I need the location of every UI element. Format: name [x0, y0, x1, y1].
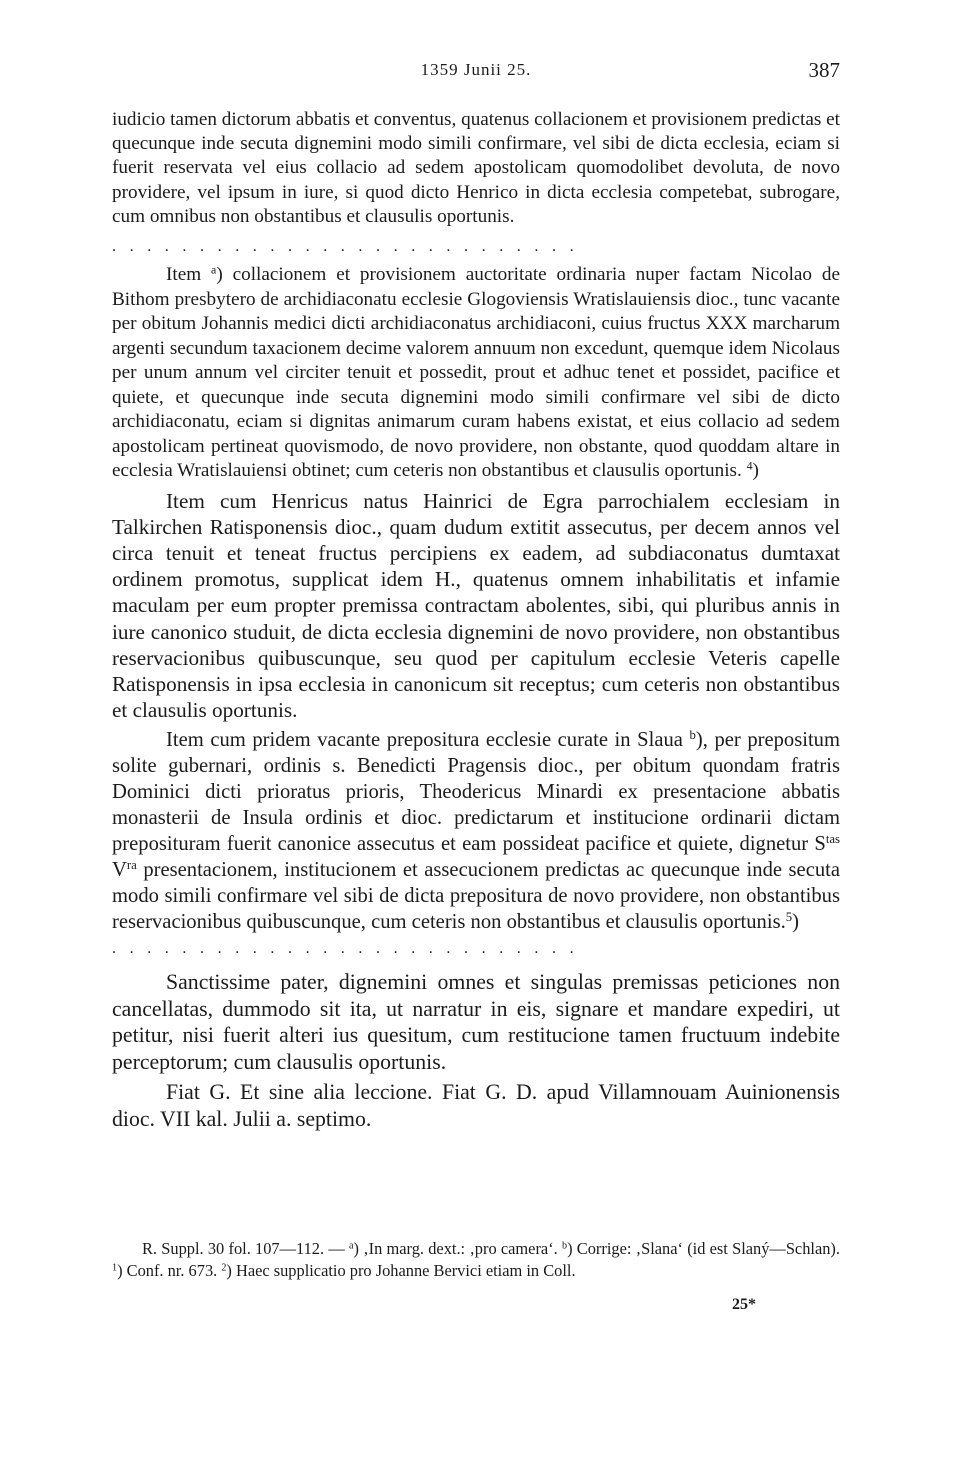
paragraph-2-start: Item — [166, 264, 202, 286]
page-header — [112, 58, 840, 88]
running-head: 1359 Junii 25. — [420, 60, 532, 79]
footnote-source: R. Suppl. 30 fol. 107—112. — — [142, 1239, 349, 1258]
footnotes — [112, 1238, 840, 1282]
note-ref-5: 5 — [785, 910, 793, 925]
paragraph-4-end: ) — [792, 911, 799, 934]
footnote-a-text: ) ‚In marg. dext.: ‚pro camera‘. — [353, 1239, 562, 1258]
footnote-mark-a: a — [348, 1240, 354, 1252]
ellipsis-separator-2: ........................... — [112, 940, 588, 958]
paragraph-1: iudicio tamen dictorum abbatis et conventus, quatenus collacionem et provisionem predictas et quecunque inde secuta dignemini modo simili confirmare, vel sibi de dicta ecclesia, eciam si fuerit reservata vel eius collacio ad sedem apostolicam quomodolibet devoluta, de novo providere, vel ipsum in iure, si quod dicto Henrico in dicta ecclesia competebat, subrogare, cum omnibus non obstantibus et clausulis oportunis. — [112, 109, 840, 227]
footnote-b-text: ) Corrige: ‚Slana‘ (id est Slaný—Schlan). — [567, 1239, 840, 1258]
footnote-mark-2: 2 — [221, 1262, 227, 1274]
paragraph-2-body: ) collacionem et provisionem auctoritate ordinaria nuper factam Nicolao de Bithom presbytero de archidiaconatu ecclesie Glogoviensis Wratislauiensis dioc., tunc vacante per obitum Johannis medici dicti archidiaconatus archidiaconi, cuius fructus XXX marcharum argenti secundum taxacionem decime valorem annuum non excedunt, quemque idem Nicolaus per unum annum vel circiter tenuit et possedit, prout et adhuc tenet et possidet, pacifice et quiete, et quecunque inde secuta dignemini modo simili confirmare vel sibi de dicto archidiaconatu, eciam si dignitas animarum curam habens existat, et eius collacio ad sedem apostolicam pertineat quovismodo, de novo providere, non obstante, quod quoddam altare in ecclesia Wratislauiensi obtinet; cum ceteris non obstantibus et clausulis oportunis. — [112, 264, 840, 482]
page-number: 387 — [808, 58, 840, 82]
footnote-2-text: ) Haec supplicatio pro Johanne Bervici etiam in Coll. — [226, 1261, 576, 1280]
paragraph-4-mid: V — [112, 859, 127, 882]
paragraph-5: Sanctissime pater, dignemini omnes et singulas premissas peticiones non cancellatas, dummodo sit ita, ut narratur in eis, signare et mandare expediri, ut petitur, nisi fuerit alteri ius quesitum, cum restitucione tamen fructuum indebite perceptorum; cum clausulis oportunis. — [112, 970, 840, 1074]
paragraph-2 — [112, 263, 840, 484]
footnote-mark-1: 1 — [112, 1262, 118, 1274]
note-ref-b: b — [689, 728, 696, 743]
superscript-tas: tas — [825, 832, 840, 847]
signature-mark: 25* — [732, 1296, 756, 1313]
ellipsis-separator-1: ........................... — [112, 238, 588, 256]
paragraph-4-start: Item cum pridem vacante prepositura ecclesie curate in Slaua — [166, 729, 683, 752]
paragraph-4-body: ), per prepositum solite gubernari, ordinis s. Benedicti Pragensis dioc., per obitum quondam fratris Dominici dicti prioratus prioris, Theodericus Minardi ex presentacione abbatis monasterii de Insula ordinis et dioc. predictarum et institucione ordinarii dictam preposituram fuerit canonice assecutus et eam possideat pacifice et quiete, dignetur S — [112, 729, 840, 856]
body-text — [112, 108, 840, 1132]
paragraph-6: Fiat G. Et sine alia leccione. Fiat G. D. apud Villamnouam Auinionensis dioc. VII kal. Julii a. septimo. — [112, 1080, 840, 1131]
paragraph-4 — [112, 727, 840, 935]
note-ref-4: 4 — [746, 458, 753, 473]
note-ref-a: a — [211, 262, 217, 277]
footnote-1-text: ) Conf. nr. 673. — [117, 1261, 222, 1280]
footnote-mark-b: b — [562, 1240, 568, 1252]
paragraph-3: Item cum Henricus natus Hainrici de Egra parrochialem ecclesiam in Talkirchen Ratisponensis dioc., quam dudum extitit assecutus, per decem annos vel circa tenuit et teneat fructus percipiens ex eadem, ad subdiaconatus dumtaxat ordinem promotus, supplicat idem H., quatenus omnem inhabilitatis et infamie maculam per eum propter premissa contractam abolentes, sibi, qui pluribus annis in iure canonico studuit, de dicta ecclesia dignemini de novo providere, non obstantibus reservacionibus quibuscunque, seu quod per capitulum ecclesie Veteris capelle Ratisponensis in ipsa ecclesia in canonicum sit receptus; cum ceteris non obstantibus et clausulis oportunis. — [112, 488, 840, 723]
paragraph-4-rest: presentacionem, institucionem et assecucionem predictas ac quecunque inde secuta modo simili confirmare vel sibi de dicta prepositura de novo providere, non obstantibus reservacionibus quibuscunque, cum ceteris non obstantibus et clausulis oportunis. — [112, 859, 840, 934]
superscript-ra: ra — [126, 858, 137, 873]
paragraph-2-end: ) — [752, 460, 759, 482]
